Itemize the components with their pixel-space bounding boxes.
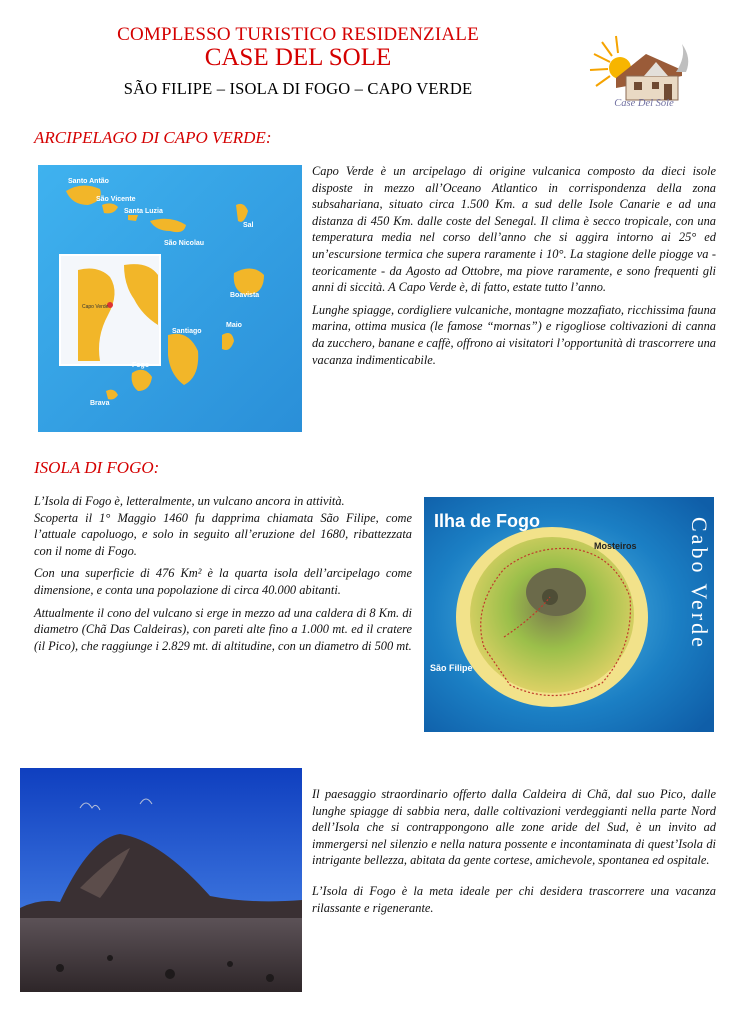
fogo-map-sao-filipe: São Filipe — [430, 663, 473, 673]
fogo-paragraph: Attualmente il cono del vulcano si erge in mezzo ad una caldera di 8 Km. di diametro (Chã Das Caldeiras), con pareti alte fino a 1.000 mt. ed il cratere (il Pico), che raggiunge i 2.829 mt. di altitudine, con un diametro di 500 mt. — [34, 605, 412, 653]
label-santiago: Santiago — [172, 328, 202, 335]
section-title-archipelago: ARCIPELAGO DI CAPO VERDE: — [34, 128, 272, 147]
label-sao-nicolau: São Nicolau — [164, 240, 205, 247]
fogo-paragraph: Con una superficie di 476 Km² è la quarta isola dell’arcipelago come dimensione, e conta una popolazione di circa 40.000 abitanti. — [34, 566, 412, 597]
label-santo-antao: Santo Antão — [68, 178, 109, 185]
archipelago-description — [312, 163, 716, 374]
label-sal: Sal — [243, 222, 254, 229]
header-line-1: COMPLESSO TURISTICO RESIDENZIALE — [117, 24, 479, 45]
label-maio: Maio — [226, 322, 242, 329]
landscape-paragraph: L’Isola di Fogo è la meta ideale per chi desidera trascorrere una vacanza rilassante e rigenerante. — [312, 883, 716, 915]
label-santa-luzia: Santa Luzia — [124, 208, 163, 215]
landscape-description — [312, 786, 716, 930]
fogo-map-side-label: Cabo Verde — [687, 517, 712, 650]
landscape-paragraph: Il paesaggio straordinario offerto dalla Caldeira di Chã, dal suo Pico, dalle lunghe spiagge di sabbia nera, dalle coltivazioni verdeggianti nella parte Nord dell’Isola che si contrappongono alle zone aride del Sud, è un invito ad immergersi nel silenzio e nella natura possente e incontaminata di quest’Isola di intrigante bellezza, abitata da gente cortese, amichevole, spontanea ed ospitale. — [312, 787, 716, 868]
inset-label: Capo Verde — [82, 304, 109, 310]
header-location: SÃO FILIPE – ISOLA DI FOGO – CAPO VERDE — [123, 79, 473, 98]
fogo-paragraph: L’Isola di Fogo è, letteralmente, un vulcano ancora in attività. — [34, 494, 345, 508]
cape-verde-map — [38, 165, 302, 432]
section-title-fogo: ISOLA DI FOGO: — [34, 458, 160, 477]
fogo-paragraph: Scoperta il 1° Maggio 1460 fu dapprima chiamata São Filipe, come l’attuale capoluogo, e solo in seguito all’eruzione del 1680, ribattezzata con il nome di Fogo. — [34, 510, 412, 558]
archipelago-paragraph: Lunghe spiagge, cordigliere vulcaniche, montagne mozzafiato, ricchissima fauna marina, ottima musica (le famose “mornas”) e rigogliose coltivazioni di canna da zucchero, banane e caffè, offrono ai visitatori l’opportunità di trascorrere una vacanza indimenticabile. — [312, 302, 716, 367]
label-boavista: Boavista — [230, 292, 260, 299]
archipelago-paragraph: Capo Verde è un arcipelago di origine vulcanica composto da dieci isole disposte in mezzo all’Oceano Atlantico in corrispondenza della zona subsahariana, situato circa 1.500 Km. a sud delle Isole Canarie e ad una distanza di 450 Km. dalle coste del Senegal. Il clima è secco tropicale, con una temperatura media nel corso dell’anno che si aggira intorno ai 25° ed un’escursione termica che supera raramente i 10°. La stagione delle piogge va - teoricamente - da Agosto ad Ottobre, ma piove raramente, e sono frequenti gli anni di siccità. A Capo Verde è, di fatto, estate tutto l’anno. — [312, 164, 716, 295]
label-brava: Brava — [90, 400, 110, 407]
fogo-map-mosteiros: Mosteiros — [594, 541, 637, 551]
fogo-description — [34, 493, 412, 660]
fogo-map-title: Ilha de Fogo — [434, 511, 540, 531]
label-fogo: Fogo — [132, 362, 150, 369]
label-sao-vicente: São Vicente — [96, 196, 136, 203]
volcano-photo — [20, 768, 302, 992]
fogo-island-map — [424, 497, 714, 732]
logo-caption: Case Del Sole — [614, 98, 674, 109]
header-title: CASE DEL SOLE — [204, 44, 392, 71]
